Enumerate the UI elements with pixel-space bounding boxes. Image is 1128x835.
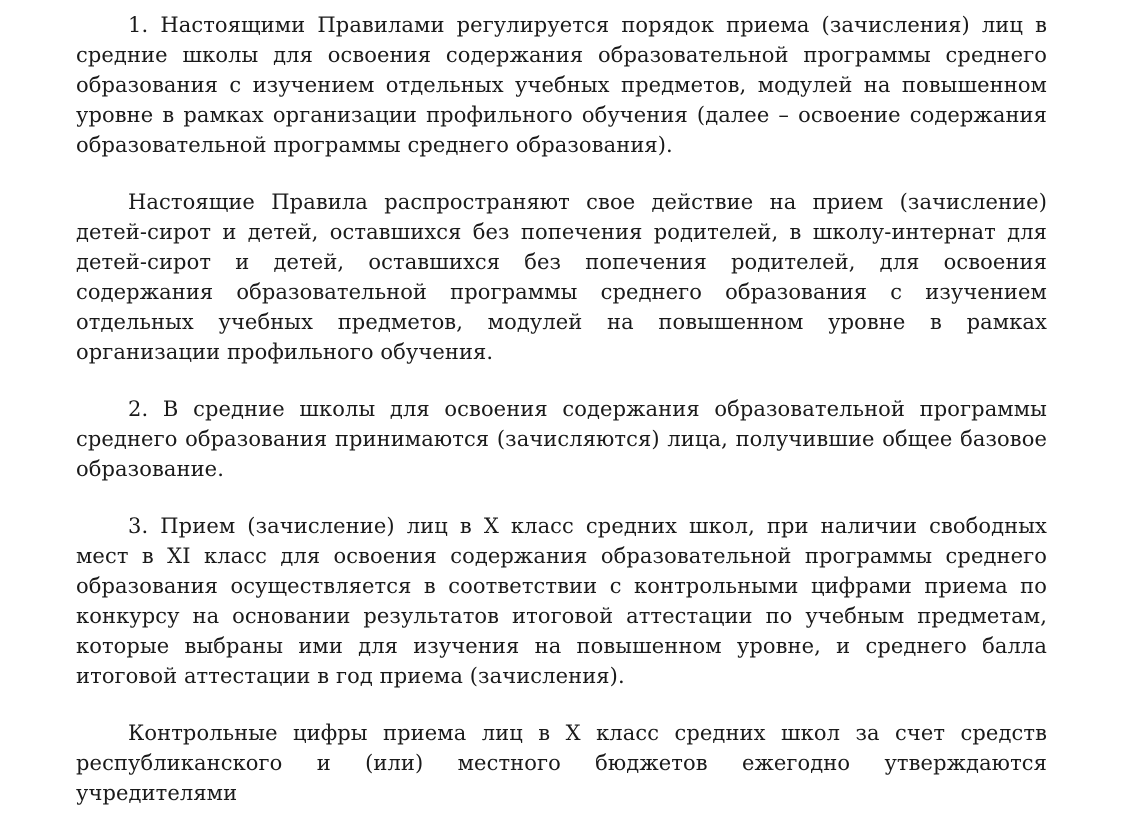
document-body bbox=[76, 10, 1047, 835]
paragraph-2: Настоящие Правила распространяют свое действие на прием (зачисление) детей-сирот и детей, оставшихся без попечения родителей, в школу-интернат для детей-сирот и детей, оставшихся без попечения родителей, для освоения содержания образовательной программы среднего образования с изучением отдельных учебных предметов, модулей на повышенном уровне в рамках организации профильного обучения. bbox=[76, 190, 1047, 364]
paragraph-4: 3. Прием (зачисление) лиц в X класс средних школ, при наличии свободных мест в XI класс для освоения содержания образовательной программы среднего образования осуществляется в соответствии с контрольными цифрами приема по конкурсу на основании результатов итоговой аттестации по учебным предметам, которые выбраны ими для изучения на повышенном уровне, и среднего балла итоговой аттестации в год приема (зачисления). bbox=[76, 514, 1047, 688]
paragraph-5: Контрольные цифры приема лиц в X класс средних школ за счет средств республиканского и (или) местного бюджетов ежегодно утверждаются учредителями bbox=[76, 721, 1047, 805]
paragraph-1: 1. Настоящими Правилами регулируется порядок приема (зачисления) лиц в средние школы для освоения содержания образовательной программы среднего образования с изучением отдельных учебных предметов, модулей на повышенном уровне в рамках организации профильного обучения (далее – освоение содержания образовательной программы среднего образования). bbox=[76, 13, 1047, 157]
paragraph-3: 2. В средние школы для освоения содержания образовательной программы среднего образования принимаются (зачисляются) лица, получившие общее базовое образование. bbox=[76, 397, 1047, 481]
